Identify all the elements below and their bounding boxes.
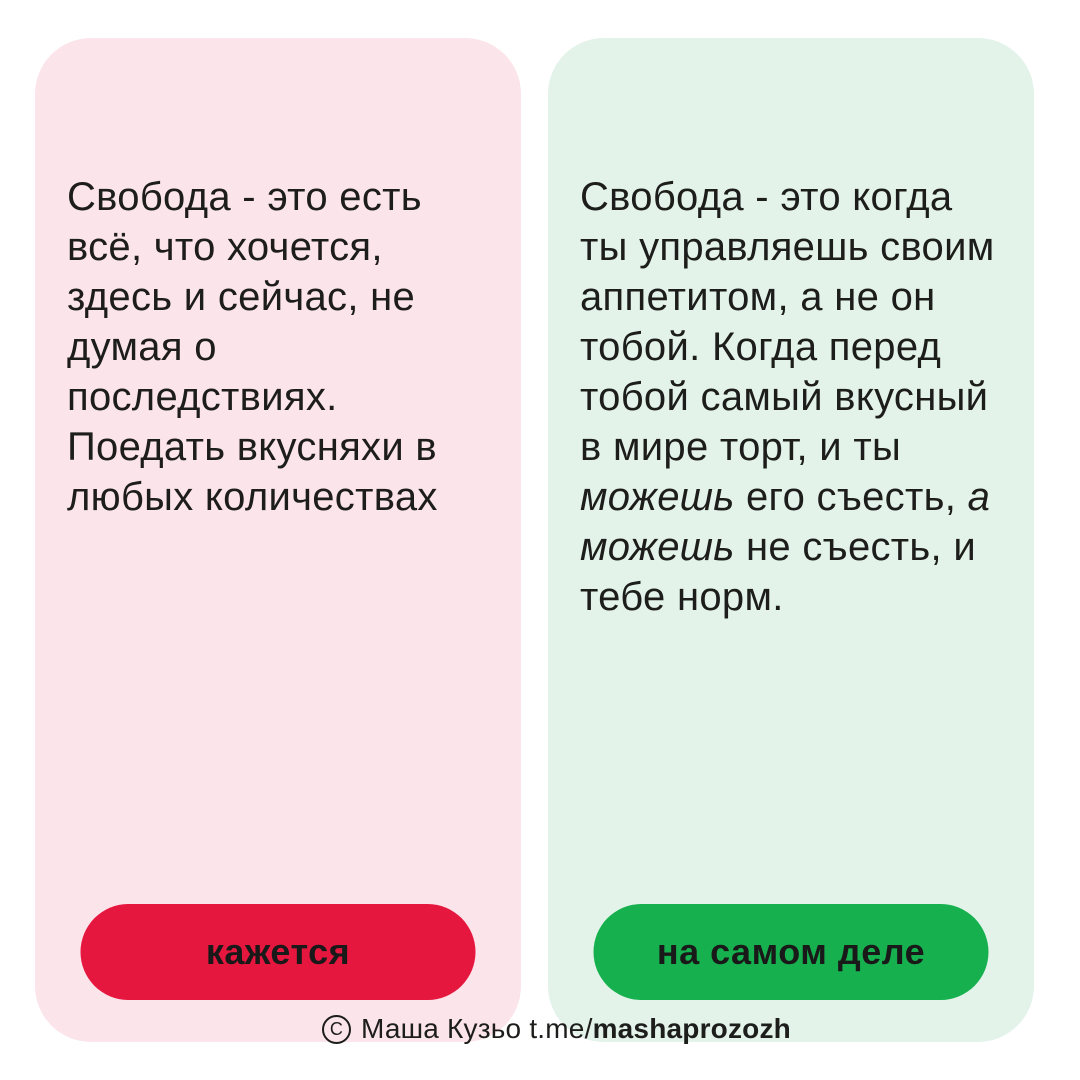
copyright-icon: C bbox=[322, 1015, 351, 1044]
card-actually bbox=[548, 38, 1034, 1042]
footer-author bbox=[361, 1013, 791, 1045]
actually-text: Свобода - это когда ты управляешь своим аппетитом, а не он тобой. Когда перед тобой самый вкусный в мире торт, и ты можешь его съесть, а можешь не съесть, и тебе норм. bbox=[580, 175, 995, 619]
footer-credit bbox=[322, 1012, 791, 1046]
footer-author-text: Маша Кузьо t.me/ bbox=[361, 1013, 593, 1044]
card-seems bbox=[35, 38, 521, 1042]
footer-handle: mashaprozozh bbox=[592, 1013, 791, 1044]
seems-text: Свобода - это есть всё, что хочется, здесь и сейчас, не думая о последствиях. Поедать вкусняхи в любых количествах bbox=[67, 175, 438, 519]
actually-button[interactable]: на самом деле bbox=[594, 904, 989, 1000]
seems-button[interactable]: кажется bbox=[81, 904, 476, 1000]
